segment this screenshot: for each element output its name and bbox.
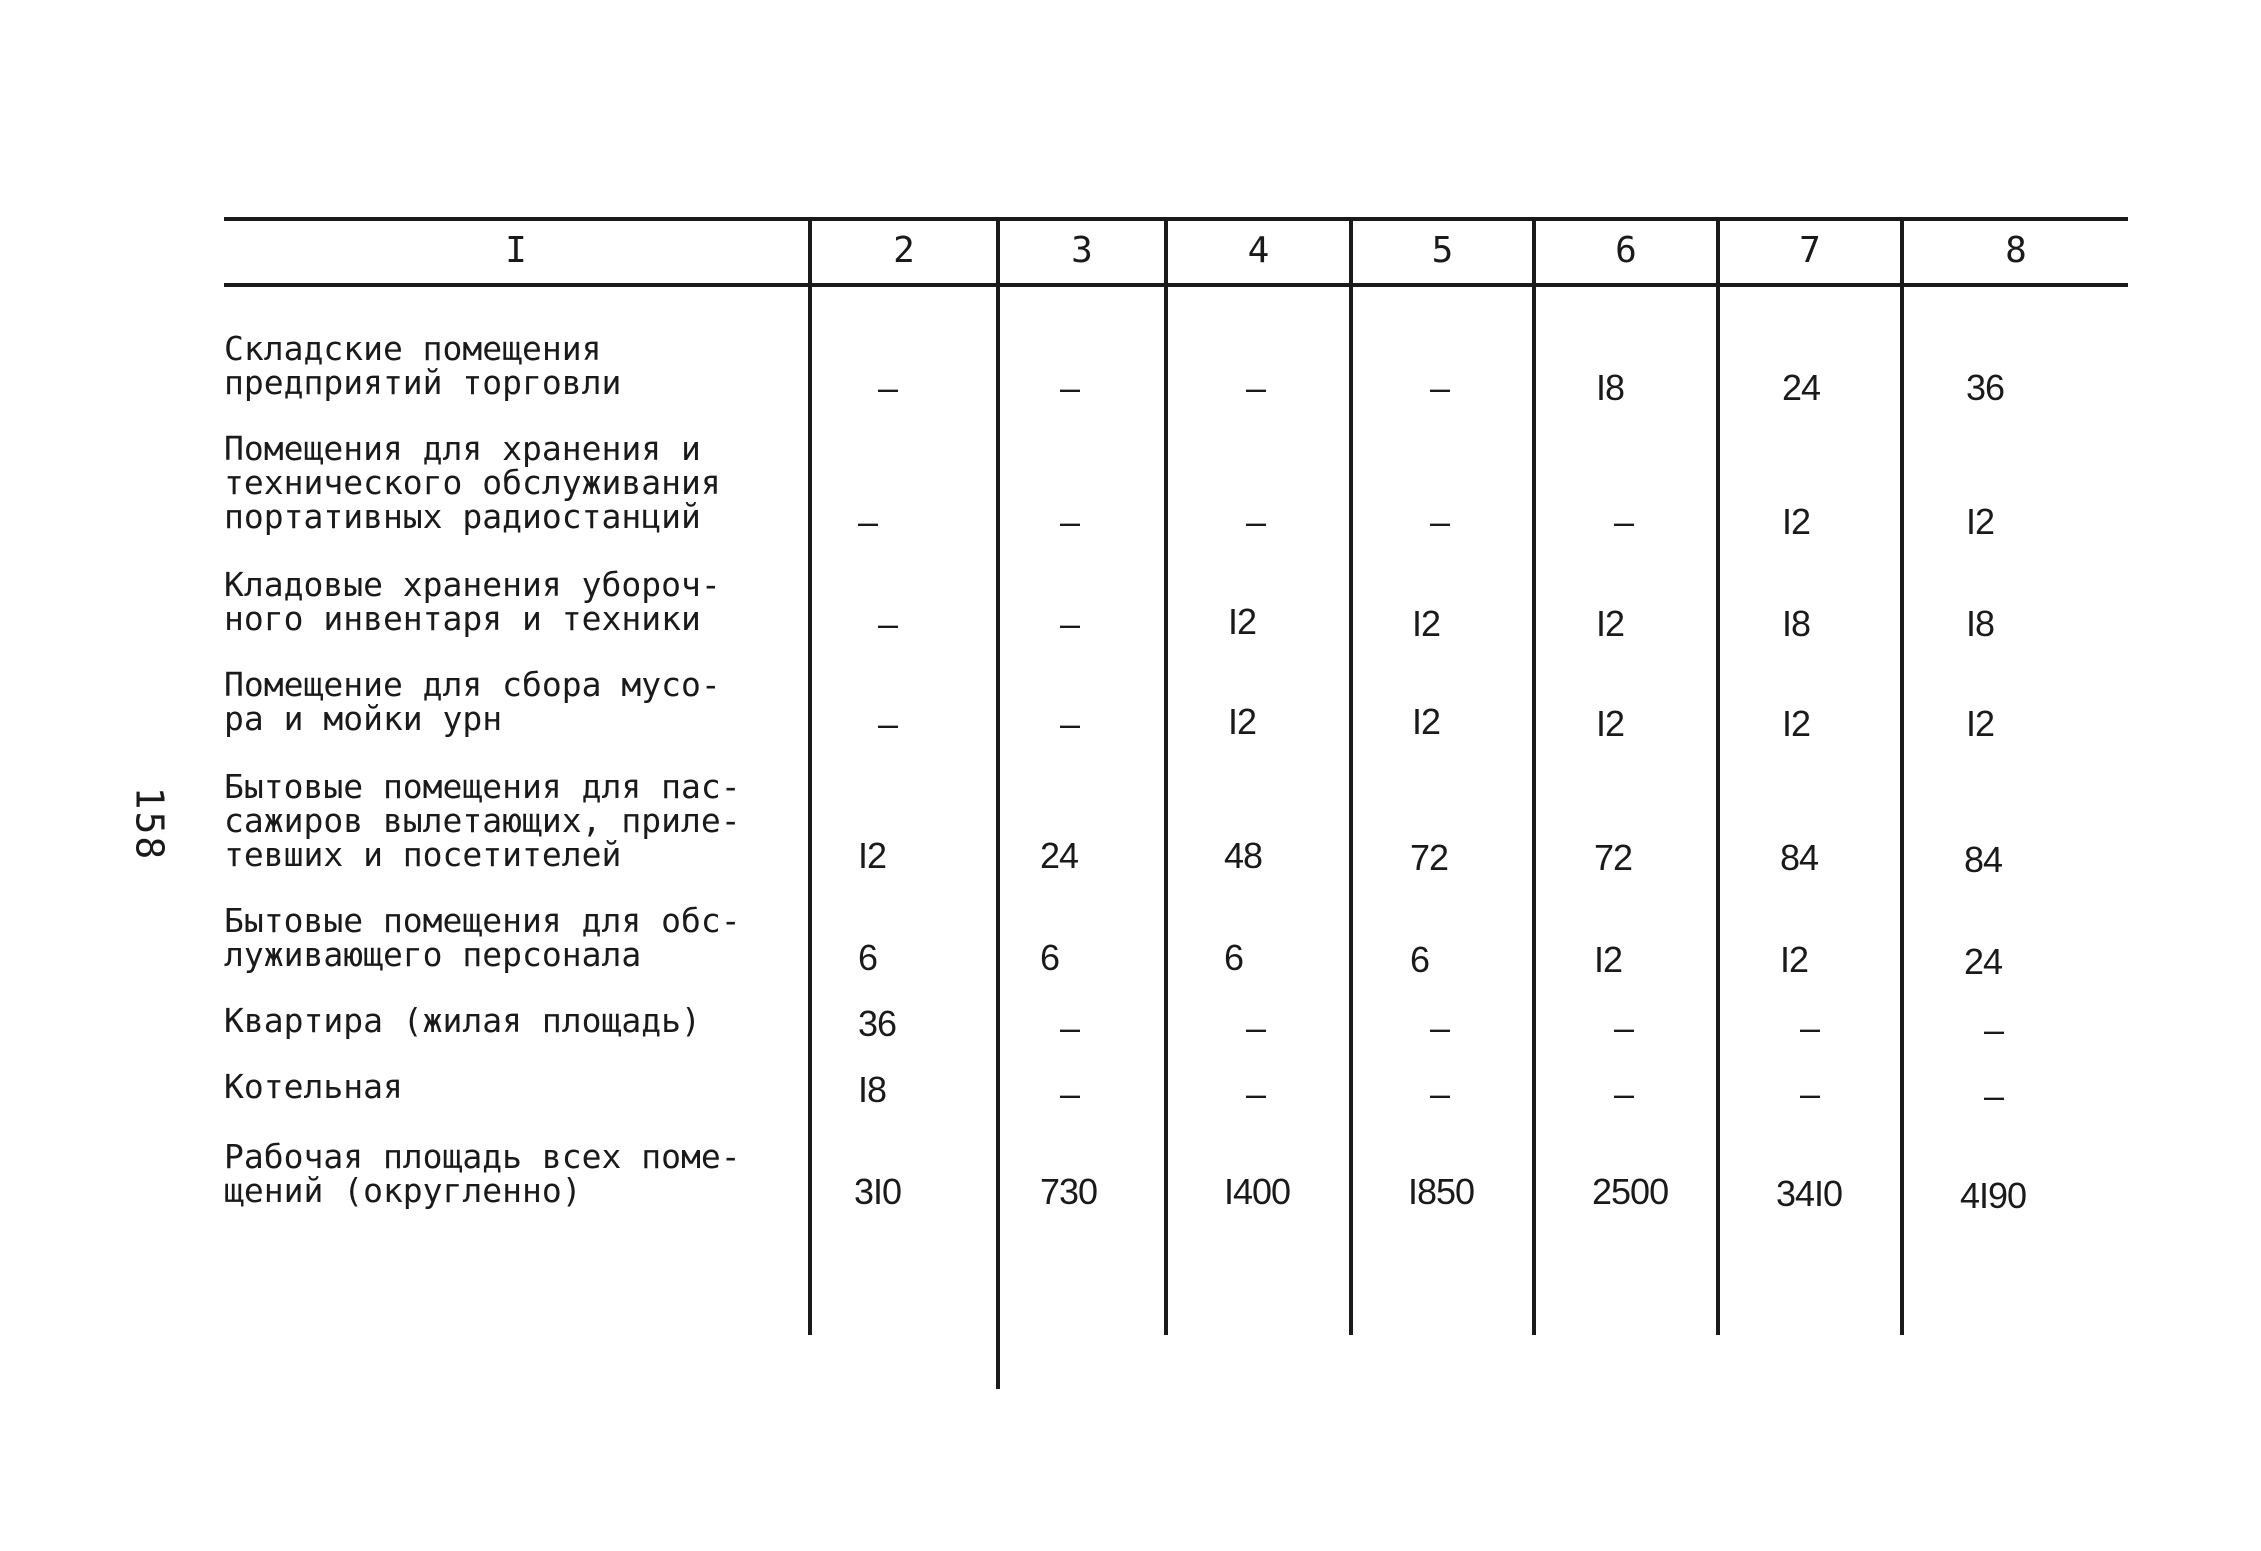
table-top-rule	[224, 217, 2128, 221]
table-cell: 48	[1224, 835, 1263, 876]
table-cell: –	[1060, 603, 1080, 644]
table-cell: I2	[1782, 703, 1811, 744]
table-cell: –	[1060, 1007, 1080, 1048]
table-cell: I8	[858, 1069, 887, 1110]
table-cell: I2	[1966, 703, 1995, 744]
table-cell: –	[1430, 367, 1450, 408]
column-divider	[1900, 217, 1904, 1335]
table-cell: –	[1430, 1073, 1450, 1114]
table-cell: 730	[1040, 1171, 1098, 1212]
table-header-rule	[224, 283, 2128, 287]
table-cell: 24	[1782, 367, 1821, 408]
table-cell: I2	[1782, 501, 1811, 542]
table-cell: –	[1614, 1073, 1634, 1114]
table-cell: –	[1060, 501, 1080, 542]
table-cell: I2	[858, 835, 887, 876]
table-cell: I850	[1408, 1171, 1475, 1212]
row-label: Помещение для сбора мусо- ра и мойки урн	[224, 665, 721, 738]
table-cell: 24	[1964, 941, 2003, 982]
page-number: 158	[127, 786, 172, 862]
table-cell: I400	[1224, 1171, 1291, 1212]
column-divider	[808, 217, 812, 1335]
header-cell: 8	[2005, 230, 2027, 271]
table-cell: –	[1984, 1075, 2004, 1116]
row-label: Бытовые помещения для обс- луживающего персонала	[224, 901, 741, 974]
table-cell: I2	[1412, 603, 1441, 644]
table-cell: I8	[1966, 603, 1995, 644]
header-cell: I	[505, 230, 527, 271]
table-cell: 72	[1594, 837, 1633, 878]
table-cell: –	[1430, 1007, 1450, 1048]
table-cell: –	[1984, 1009, 2004, 1050]
table-cell: –	[878, 367, 898, 408]
table-cell: I8	[1596, 367, 1625, 408]
table-cell: –	[1246, 367, 1266, 408]
table-cell: –	[1060, 1073, 1080, 1114]
table-cell: 36	[1966, 367, 2005, 408]
table-cell: 6	[1224, 937, 1244, 978]
table-cell: –	[1614, 1007, 1634, 1048]
row-label: Помещения для хранения и технического обслуживания портативных радиостанций	[224, 429, 721, 536]
table-cell: 84	[1964, 839, 2003, 880]
table-cell: I2	[1228, 601, 1257, 642]
table-cell: –	[858, 501, 878, 542]
table-cell: –	[1060, 703, 1080, 744]
table-cell: –	[1060, 367, 1080, 408]
table-cell: –	[1800, 1073, 1820, 1114]
row-label: Кладовые хранения убороч- ного инвентаря и техники	[224, 565, 721, 638]
header-cell: 3	[1071, 230, 1093, 271]
row-label: Бытовые помещения для пас- сажиров вылетающих, приле- тевших и посетителей	[224, 767, 741, 874]
table-cell: 6	[858, 937, 878, 978]
table-cell: I2	[1596, 603, 1625, 644]
table-cell: 36	[858, 1003, 897, 1044]
table-cell: I8	[1782, 603, 1811, 644]
table-cell: –	[1800, 1007, 1820, 1048]
header-cell: 5	[1431, 230, 1454, 271]
table-cell: 6	[1410, 939, 1430, 980]
table-cell: 34I0	[1776, 1173, 1843, 1214]
table-cell: 24	[1040, 835, 1079, 876]
table-cell: –	[1430, 501, 1450, 542]
header-cell: 4	[1247, 230, 1270, 271]
row-label: Рабочая площадь всех поме- щений (округленно)	[224, 1137, 741, 1210]
table-cell: –	[1246, 1073, 1266, 1114]
table-cell: I2	[1596, 703, 1625, 744]
table-cell: 3I0	[854, 1171, 902, 1212]
column-divider	[1349, 217, 1353, 1335]
column-divider	[996, 217, 1000, 1389]
table-cell: 4I90	[1960, 1175, 2027, 1216]
row-label: Квартира (жилая площадь)	[224, 1001, 701, 1040]
table-cell: I2	[1228, 701, 1257, 742]
table-cell: 2500	[1592, 1171, 1669, 1212]
header-cell: 6	[1615, 230, 1637, 271]
table-cell: I2	[1966, 501, 1995, 542]
row-label: Складские помещения предприятий торговли	[224, 329, 622, 402]
header-cell: 2	[893, 230, 915, 271]
table-cell: 84	[1780, 837, 1819, 878]
table-cell: I2	[1594, 939, 1623, 980]
column-divider	[1716, 217, 1720, 1335]
table-cell: –	[1246, 501, 1266, 542]
table-cell: 6	[1040, 937, 1060, 978]
header-cell: 7	[1799, 230, 1821, 271]
column-divider	[1164, 217, 1168, 1335]
row-label: Котельная	[224, 1067, 403, 1106]
table-cell: –	[1246, 1007, 1266, 1048]
table-cell: 72	[1410, 837, 1449, 878]
table-cell: –	[1614, 501, 1634, 542]
table-cell: –	[878, 603, 898, 644]
column-divider	[1532, 217, 1536, 1335]
table-cell: I2	[1412, 701, 1441, 742]
table-cell: I2	[1780, 939, 1809, 980]
table-cell: –	[878, 703, 898, 744]
